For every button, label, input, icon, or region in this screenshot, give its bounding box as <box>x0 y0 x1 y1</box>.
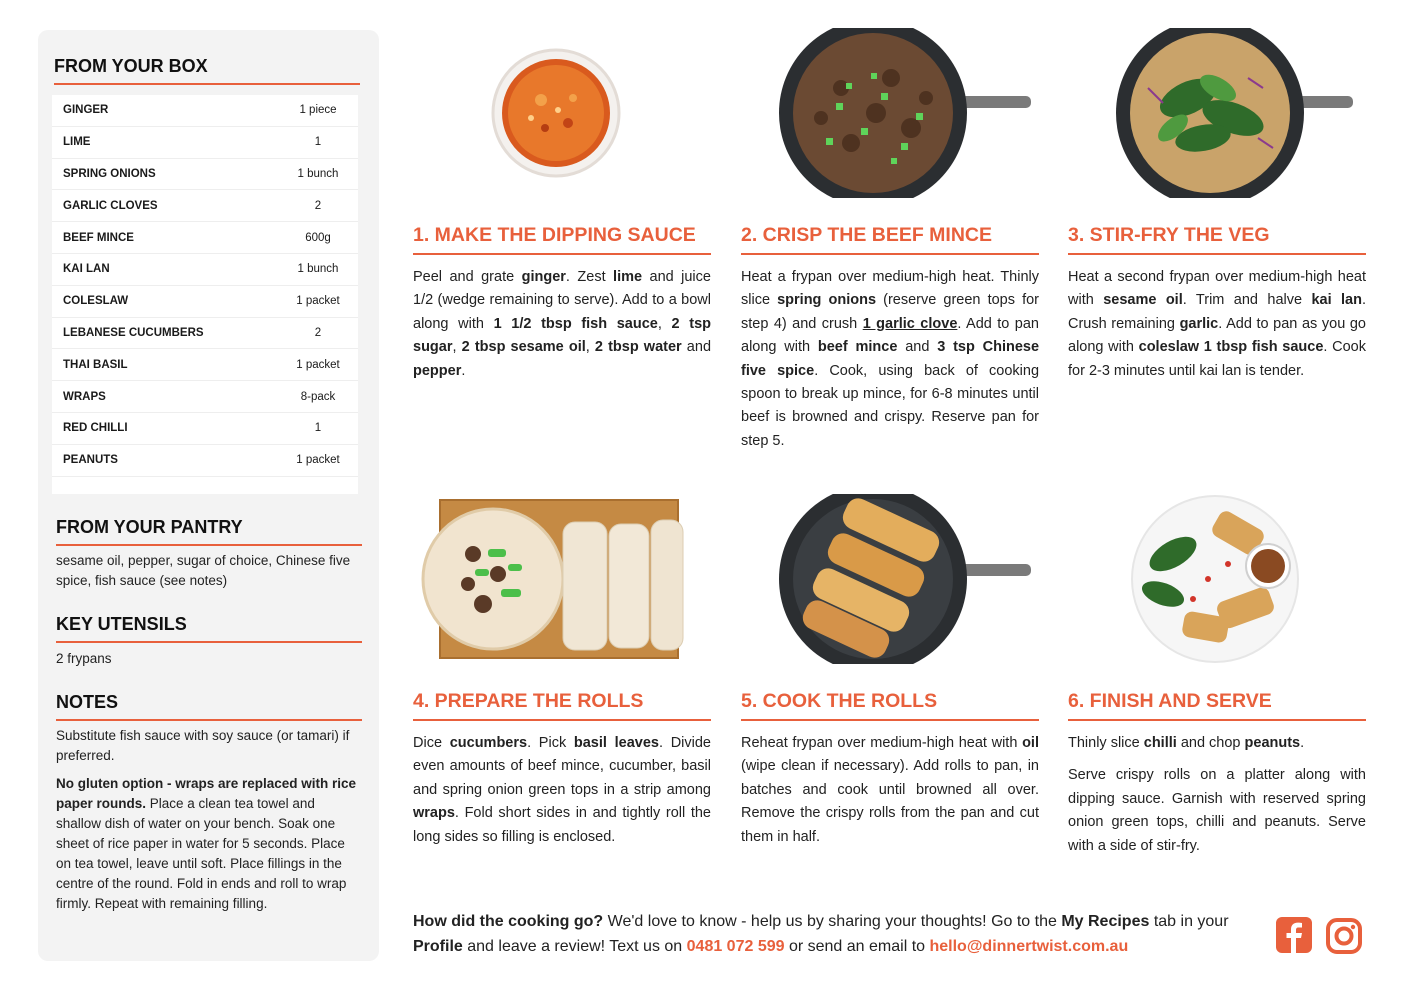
instagram-icon[interactable] <box>1325 917 1363 955</box>
step-4-text: Dice cucumbers. Pick basil leaves. Divide even amounts of beef mince, cucumber, basil and spring onion green tops in a strip among wraps. Fold short sides in and tightly roll the long sides so filling is enclosed. <box>413 735 711 845</box>
step-3-title: 3. STIR-FRY THE VEG <box>1068 224 1366 255</box>
table-row: THAI BASIL 1 packet <box>52 349 358 381</box>
step-4-title: 4. PREPARE THE ROLLS <box>413 690 711 721</box>
step-2-text: Heat a frypan over medium-high heat. Thinly slice spring onions (reserve green tops for step 4) and crush 1 garlic clove. Add to pan along with beef mince and 3 tsp Chinese five spice. Cook, using back of cooking spoon to break up mince, for 6-8 minutes until beef is browned and crispy. Reserve pan for step 5. <box>741 269 1040 449</box>
phone-link[interactable]: 0481 072 599 <box>686 938 785 955</box>
table-row: KAI LAN 1 bunch <box>52 254 358 286</box>
table-row: WRAPS 8-pack <box>52 381 358 413</box>
table-row: GARLIC CLOVES 2 <box>52 190 358 222</box>
step-1-text: Peel and grate ginger. Zest lime and juice 1/2 (wedge remaining to serve). Add to a bowl along with 1 1/2 tbsp fish sauce, 2 tsp sugar, 2 tbsp sesame oil, 2 tbsp water and pepper. <box>413 269 712 379</box>
dipping-sauce-image <box>413 28 711 198</box>
cook-rolls-image <box>741 494 1039 664</box>
facebook-icon[interactable] <box>1276 917 1312 953</box>
table-row: LIME 1 <box>52 127 358 159</box>
table-row: COLESLAW 1 packet <box>52 286 358 318</box>
served-plate-image <box>1068 494 1366 664</box>
table-row: PEANUTS 1 packet <box>52 445 358 477</box>
utensils-title: KEY UTENSILS <box>56 614 362 643</box>
sidebar <box>38 30 379 961</box>
utensils-text: 2 frypans <box>56 651 112 666</box>
beef-mince-image <box>741 28 1039 198</box>
pantry-text: sesame oil, pepper, sugar of choice, Chinese five spice, fish sauce (see notes) <box>56 553 351 588</box>
box-title: FROM YOUR BOX <box>54 56 360 85</box>
prepare-rolls-image <box>413 494 711 664</box>
email-link[interactable]: hello@dinnertwist.com.au <box>929 938 1129 955</box>
pantry-title: FROM YOUR PANTRY <box>56 517 362 546</box>
step-5-title: 5. COOK THE ROLLS <box>741 690 1039 721</box>
notes-text: Substitute fish sauce with soy sauce (or tamari) if preferred. No gluten option - wraps are replaced with rice paper rounds. Place a clean tea towel and shallow dish of water on your bench. Soak one sheet of rice paper in water for 5 seconds. Place on tea towel, leave until soft. Place fillings in the centre of the round. Fold in ends and roll to wrap firmly. Repeat with remaining filling. <box>56 728 357 911</box>
notes-title: NOTES <box>56 692 362 721</box>
table-row: RED CHILLI 1 <box>52 413 358 445</box>
step-5-text: Reheat frypan over medium-high heat with oil (wipe clean if necessary). Add rolls to pan, in batches and cook until browned all over. Remove the crispy rolls from the pan and cut them in half. <box>741 735 1039 845</box>
table-row: GINGER 1 piece <box>52 95 358 127</box>
table-row: BEEF MINCE 600g <box>52 222 358 254</box>
step-2-title: 2. CRISP THE BEEF MINCE <box>741 224 1039 255</box>
step-6-text: Thinly slice chilli and chop peanuts. Serve crispy rolls on a platter along with dipping sauce. Garnish with reserved spring onion green tops, chilli and peanuts. Serve with a side of stir-fry. <box>1068 735 1366 854</box>
step-3-text: Heat a second frypan over medium-high heat with sesame oil. Trim and halve kai lan. Crush remaining garlic. Add to pan as you go along with coleslaw 1 tbsp fish sauce. Cook for 2-3 minutes until kai lan is tender. <box>1068 269 1366 379</box>
table-row: LEBANESE CUCUMBERS 2 <box>52 318 358 350</box>
stir-fry-image <box>1068 28 1366 198</box>
table-row: SPRING ONIONS 1 bunch <box>52 159 358 191</box>
step-1-title: 1. MAKE THE DIPPING SAUCE <box>413 224 711 255</box>
step-6-title: 6. FINISH AND SERVE <box>1068 690 1366 721</box>
feedback-footer: How did the cooking go? We'd love to know - help us by sharing your thoughts! Go to the My Recipes tab in your Profile and leave a review! Text us on 0481 072 599 or send an email to hello@dinnertwist.com.au <box>413 913 1229 955</box>
box-ingredients-table <box>52 95 358 494</box>
